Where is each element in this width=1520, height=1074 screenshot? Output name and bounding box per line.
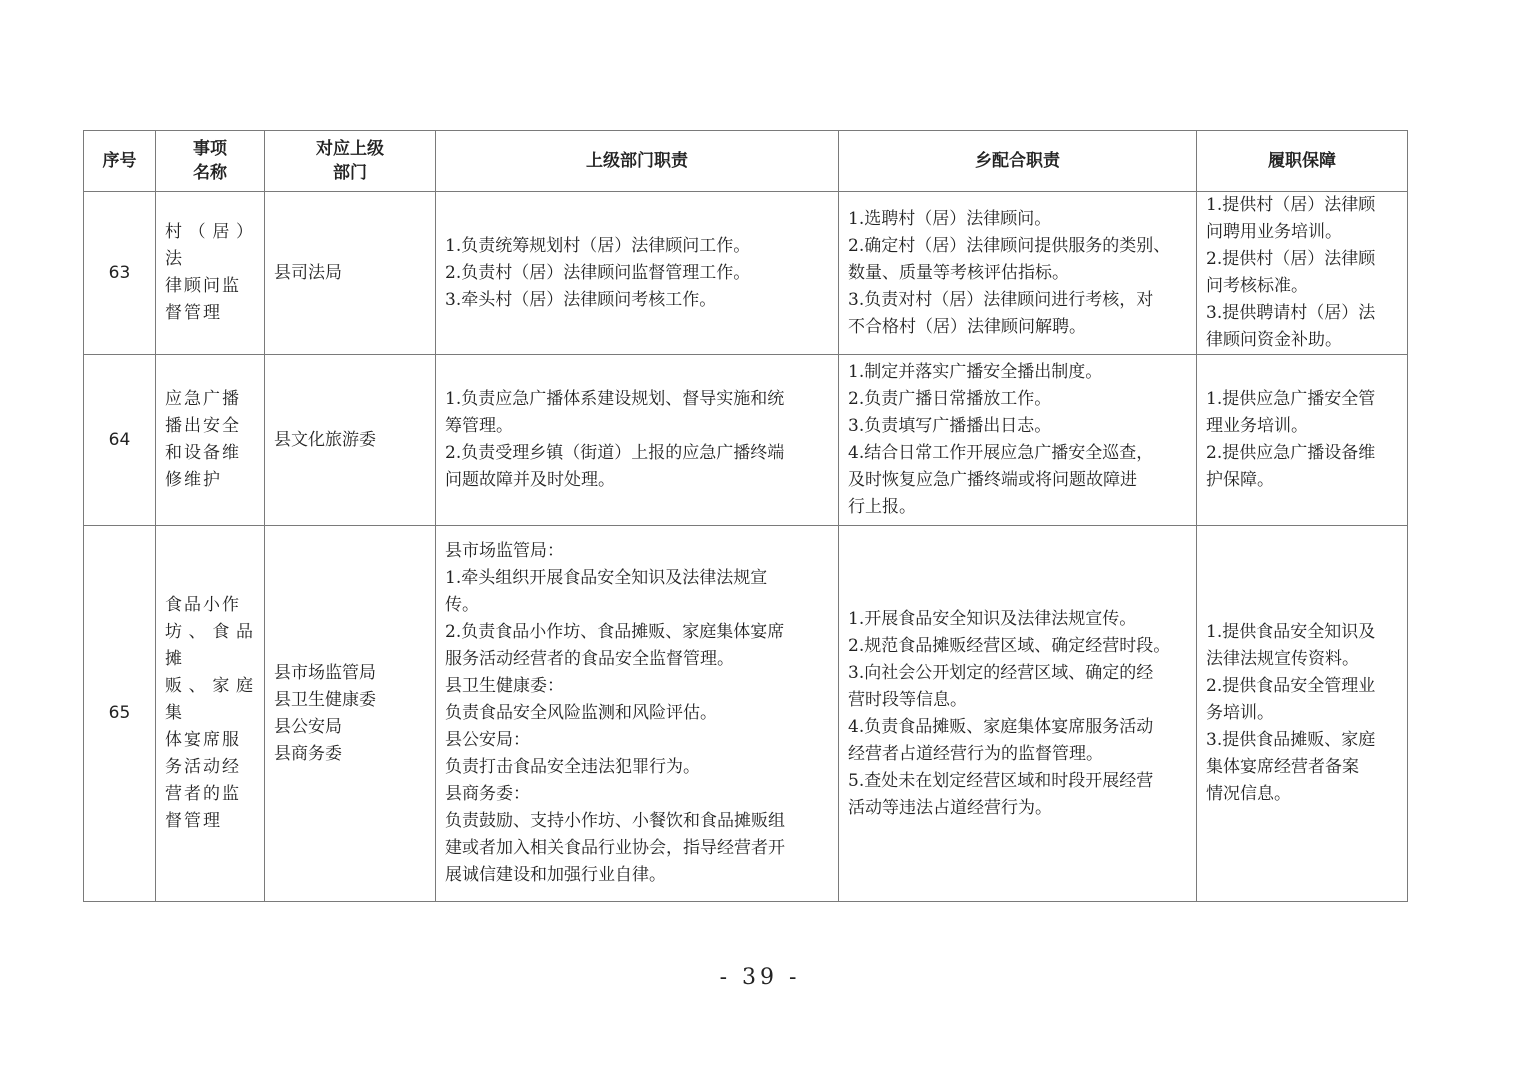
header-cell-guarantee bbox=[1197, 131, 1408, 192]
text-line: 1.制定并落实广播安全播出制度。 bbox=[848, 362, 1103, 382]
text-line: 负责食品安全风险监测和风险评估。 bbox=[445, 703, 717, 723]
text-line: 修维护 bbox=[165, 470, 222, 490]
text-line: 2.提供村（居）法律顾 bbox=[1206, 249, 1376, 269]
upper-duties bbox=[436, 192, 839, 355]
item-name bbox=[156, 192, 265, 355]
text-line: 法律法规宣传资料。 bbox=[1206, 649, 1359, 669]
text-line: 营者的监 bbox=[165, 784, 241, 804]
text-line: 2.负责广播日常播放工作。 bbox=[848, 389, 1052, 409]
duty-table bbox=[83, 130, 1408, 902]
header-cell-upper-duties bbox=[436, 131, 839, 192]
text-line: 2.规范食品摊贩经营区域、确定经营时段。 bbox=[848, 635, 1171, 656]
text-line: 县市场监管局 bbox=[274, 662, 376, 683]
text-line: 县商务委： bbox=[445, 784, 530, 804]
township-duties bbox=[839, 192, 1197, 355]
text-line: 务活动经 bbox=[165, 757, 241, 777]
text-line: 问聘用业务培训。 bbox=[1206, 222, 1342, 242]
text-line: 体宴席服 bbox=[165, 730, 241, 750]
text-line: 坊、食品摊 bbox=[165, 622, 255, 669]
guarantee bbox=[1197, 192, 1408, 355]
header-label: 乡配合职责 bbox=[975, 151, 1060, 171]
text-line: 县商务委 bbox=[274, 743, 342, 764]
text-line: 县司法局 bbox=[274, 262, 342, 283]
text-line: 县卫生健康委 bbox=[274, 689, 376, 710]
text-line: 3.向社会公开划定的经营区域、确定的经 bbox=[848, 662, 1154, 683]
text-line: 县市场监管局： bbox=[445, 541, 564, 561]
header-label: 履职保障 bbox=[1268, 151, 1336, 171]
header-cell-department bbox=[265, 131, 436, 192]
header-cell-item-name bbox=[156, 131, 265, 192]
text-line: 3.负责对村（居）法律顾问进行考核，对 bbox=[848, 289, 1154, 310]
text-line: 活动等违法占道经营行为。 bbox=[848, 797, 1052, 818]
row-number: 65 bbox=[84, 526, 156, 902]
upper-duties bbox=[436, 355, 839, 526]
township-duties bbox=[839, 526, 1197, 902]
text-line: 食品小作 bbox=[165, 595, 241, 615]
text-line: 县文化旅游委 bbox=[274, 429, 376, 450]
text-line: 5.查处未在划定经营区域和时段开展经营 bbox=[848, 770, 1154, 791]
text-line: 县公安局： bbox=[445, 730, 530, 750]
text-line: 服务活动经营者的食品安全监督管理。 bbox=[445, 649, 734, 669]
text-line: 2.负责村（居）法律顾问监督管理工作。 bbox=[445, 262, 751, 283]
header-label: 上级部门职责 bbox=[586, 151, 688, 171]
text-line: 3.提供食品摊贩、家庭 bbox=[1206, 730, 1376, 750]
text-line: 1.选聘村（居）法律顾问。 bbox=[848, 208, 1052, 229]
text-line: 1.提供村（居）法律顾 bbox=[1206, 195, 1376, 215]
text-line: 4.结合日常工作开展应急广播安全巡查， bbox=[848, 443, 1154, 463]
text-line: 1.提供食品安全知识及 bbox=[1206, 622, 1376, 642]
text-line: 县卫生健康委： bbox=[445, 676, 564, 696]
text-line: 建或者加入相关食品行业协会，指导经营者开 bbox=[445, 838, 785, 858]
department bbox=[265, 192, 436, 355]
row-number: 64 bbox=[84, 355, 156, 526]
text-line: 3.提供聘请村（居）法 bbox=[1206, 303, 1376, 323]
text-line: 律顾问资金补助。 bbox=[1206, 330, 1342, 350]
text-line: 督管理 bbox=[165, 811, 222, 831]
text-line: 督管理 bbox=[165, 303, 222, 323]
text-line: 传。 bbox=[445, 595, 479, 615]
text-line: 负责鼓励、支持小作坊、小餐饮和食品摊贩组 bbox=[445, 811, 785, 831]
text-line: 4.负责食品摊贩、家庭集体宴席服务活动 bbox=[848, 716, 1154, 737]
text-line: 2.提供应急广播设备维 bbox=[1206, 443, 1376, 463]
row-number: 63 bbox=[84, 192, 156, 355]
text-line: 3.牵头村（居）法律顾问考核工作。 bbox=[445, 289, 717, 310]
department bbox=[265, 526, 436, 902]
text-line: 1.负责统筹规划村（居）法律顾问工作。 bbox=[445, 235, 751, 256]
header-cell-township-duties bbox=[839, 131, 1197, 192]
text-line: 理业务培训。 bbox=[1206, 416, 1308, 436]
text-line: 村（居）法 bbox=[165, 222, 255, 269]
guarantee bbox=[1197, 526, 1408, 902]
text-line: 律顾问监 bbox=[165, 276, 241, 296]
text-line: 2.提供食品安全管理业 bbox=[1206, 676, 1376, 696]
page-number: - 39 - bbox=[719, 965, 801, 990]
text-line: 2.确定村（居）法律顾问提供服务的类别、 bbox=[848, 235, 1171, 256]
header-cell-index bbox=[84, 131, 156, 192]
text-line: 筹管理。 bbox=[445, 416, 513, 436]
text-line: 1.提供应急广播安全管 bbox=[1206, 389, 1376, 409]
header-label: 事项 bbox=[193, 139, 227, 159]
text-line: 县公安局 bbox=[274, 716, 342, 737]
text-line: 问考核标准。 bbox=[1206, 276, 1308, 296]
text-line: 播出安全 bbox=[165, 416, 241, 436]
text-line: 2.负责食品小作坊、食品摊贩、家庭集体宴席 bbox=[445, 622, 785, 642]
text-line: 负责打击食品安全违法犯罪行为。 bbox=[445, 757, 700, 777]
table-row bbox=[84, 355, 1408, 526]
header-label: 序号 bbox=[102, 151, 137, 171]
header-row bbox=[84, 131, 1408, 192]
text-line: 和设备维 bbox=[165, 443, 241, 463]
text-line: 经营者占道经营行为的监督管理。 bbox=[848, 743, 1103, 764]
text-line: 贩、家庭集 bbox=[165, 676, 255, 723]
text-line: 不合格村（居）法律顾问解聘。 bbox=[848, 316, 1086, 337]
table-row bbox=[84, 192, 1408, 355]
department bbox=[265, 355, 436, 526]
text-line: 问题故障并及时处理。 bbox=[445, 470, 615, 490]
text-line: 行上报。 bbox=[848, 497, 916, 517]
text-line: 护保障。 bbox=[1206, 470, 1274, 490]
text-line: 数量、质量等考核评估指标。 bbox=[848, 262, 1069, 283]
text-line: 展诚信建设和加强行业自律。 bbox=[445, 865, 666, 885]
text-line: 集体宴席经营者备案 bbox=[1206, 757, 1359, 777]
header-label: 对应上级 bbox=[316, 139, 384, 159]
text-line: 1.开展食品安全知识及法律法规宣传。 bbox=[848, 608, 1137, 629]
text-line: 1.负责应急广播体系建设规划、督导实施和统 bbox=[445, 389, 785, 409]
table-row bbox=[84, 526, 1408, 902]
text-line: 务培训。 bbox=[1206, 703, 1274, 723]
text-line: 情况信息。 bbox=[1206, 784, 1291, 804]
item-name bbox=[156, 355, 265, 526]
header-label: 名称 bbox=[193, 163, 227, 183]
text-line: 2.负责受理乡镇（街道）上报的应急广播终端 bbox=[445, 443, 785, 463]
township-duties bbox=[839, 355, 1197, 526]
text-line: 1.牵头组织开展食品安全知识及法律法规宣 bbox=[445, 568, 768, 588]
guarantee bbox=[1197, 355, 1408, 526]
text-line: 3.负责填写广播播出日志。 bbox=[848, 416, 1052, 436]
text-line: 及时恢复应急广播终端或将问题故障进 bbox=[848, 470, 1137, 490]
header-label: 部门 bbox=[333, 163, 367, 183]
item-name bbox=[156, 526, 265, 902]
text-line: 营时段等信息。 bbox=[848, 689, 967, 710]
upper-duties bbox=[436, 526, 839, 902]
text-line: 应急广播 bbox=[165, 389, 241, 409]
